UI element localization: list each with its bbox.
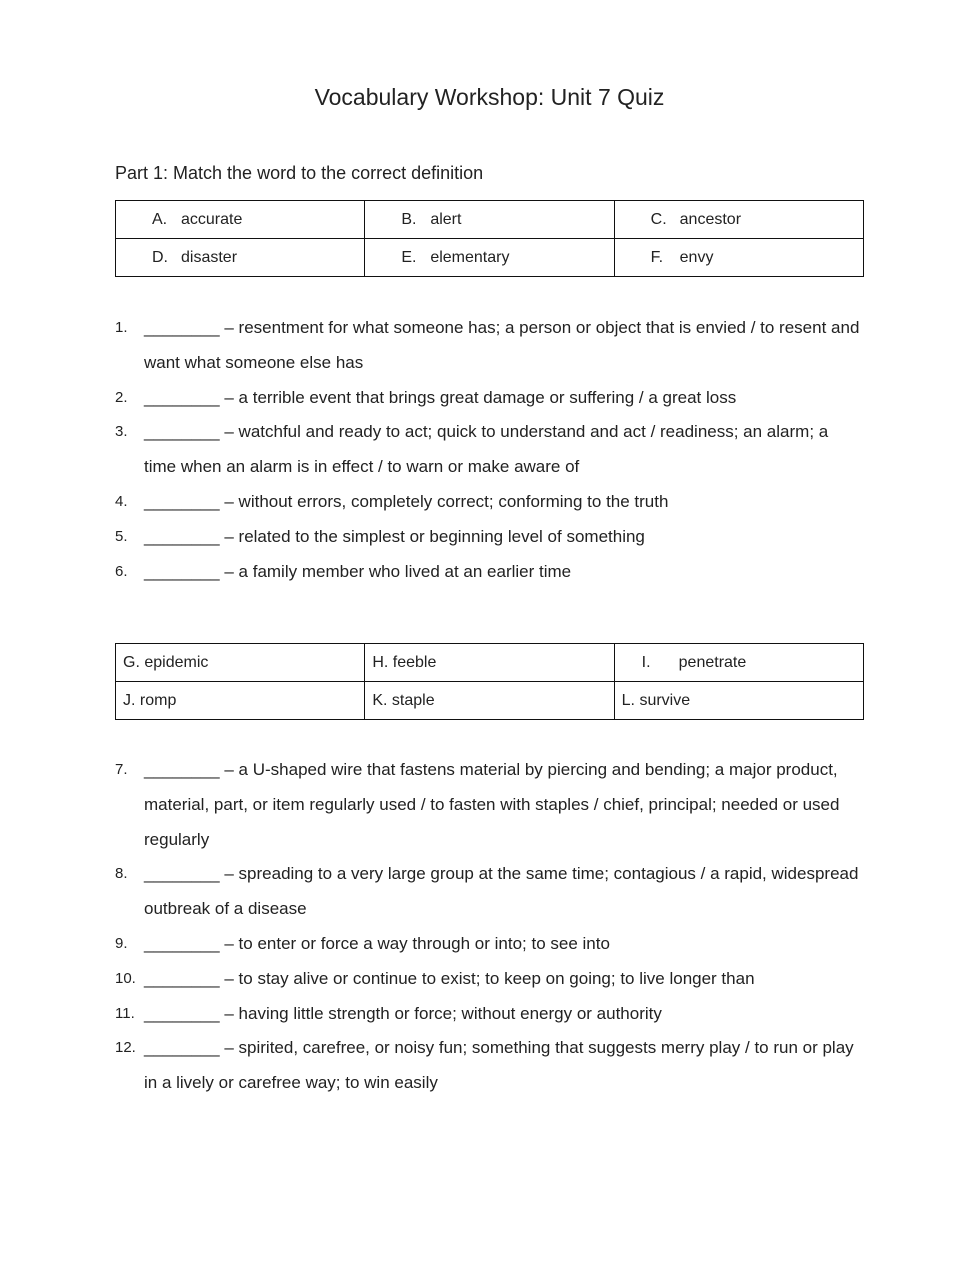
word-bank-row bbox=[116, 682, 864, 720]
choice-word: ancestor bbox=[679, 210, 742, 228]
definition-text: ________ – spreading to a very large group at the same time; contagious / a rapid, widespread outbreak of a disease bbox=[144, 864, 859, 919]
word-bank-cell bbox=[365, 644, 614, 682]
definition-item bbox=[115, 927, 860, 962]
choice-word: K. staple bbox=[372, 691, 435, 709]
choice-letter: A. bbox=[152, 210, 168, 228]
definition-item bbox=[115, 485, 860, 520]
definition-item bbox=[115, 997, 860, 1032]
word-bank-cell bbox=[614, 682, 863, 720]
definition-number: 10. bbox=[115, 969, 136, 987]
definition-text: ________ – to enter or force a way through or into; to see into bbox=[144, 933, 610, 953]
choice-letter: D. bbox=[152, 248, 168, 266]
word-bank-cell bbox=[614, 644, 863, 682]
definition-item bbox=[115, 415, 860, 485]
word-bank-cell bbox=[614, 201, 863, 239]
page-title: Vocabulary Workshop: Unit 7 Quiz bbox=[314, 84, 665, 110]
choice-word: H. feeble bbox=[372, 653, 437, 671]
definition-number: 6. bbox=[115, 562, 128, 580]
choice-word: accurate bbox=[181, 210, 243, 228]
definition-number: 3. bbox=[115, 423, 128, 441]
definition-item bbox=[115, 857, 860, 927]
choice-letter: C. bbox=[650, 210, 667, 228]
word-bank-row bbox=[116, 239, 864, 277]
word-bank-2 bbox=[115, 643, 864, 720]
definition-number: 1. bbox=[115, 319, 128, 336]
part-1-instructions: Part 1: Match the word to the correct definition bbox=[115, 163, 484, 183]
definition-item bbox=[115, 520, 860, 555]
definition-number: 9. bbox=[115, 934, 128, 952]
definition-item bbox=[115, 555, 860, 590]
definition-number: 7. bbox=[115, 761, 128, 778]
definition-text: ________ – to stay alive or continue to exist; to keep on going; to live longer than bbox=[144, 968, 755, 988]
word-bank-cell bbox=[116, 201, 365, 239]
definitions-list-1 bbox=[115, 311, 860, 589]
choice-word: G. epidemic bbox=[123, 653, 209, 671]
definition-item bbox=[115, 1031, 860, 1101]
choice-letter: B. bbox=[401, 210, 417, 228]
definitions-list-2 bbox=[115, 753, 860, 1101]
choice-word: penetrate bbox=[678, 653, 747, 671]
definition-number: 5. bbox=[115, 527, 128, 545]
definition-text: ________ – a family member who lived at an earlier time bbox=[144, 561, 572, 581]
choice-word: J. romp bbox=[123, 691, 177, 709]
choice-letter: F. bbox=[650, 248, 664, 266]
choice-word: envy bbox=[679, 248, 714, 266]
definition-number: 12. bbox=[115, 1039, 136, 1057]
word-bank-cell bbox=[116, 239, 365, 277]
choice-word: elementary bbox=[430, 248, 510, 266]
word-bank-cell bbox=[365, 201, 614, 239]
definition-text: ________ – a terrible event that brings great damage or suffering / a great loss bbox=[144, 387, 737, 407]
definition-number: 2. bbox=[115, 388, 128, 406]
definition-item bbox=[115, 753, 860, 857]
definition-text: ________ – a U-shaped wire that fastens material by piercing and bending; a major product, material, part, or item regularly used / to fasten with staples / chief, principal; needed or used regularly bbox=[144, 760, 840, 849]
word-bank-cell bbox=[365, 682, 614, 720]
definition-item bbox=[115, 381, 860, 416]
definition-number: 8. bbox=[115, 865, 128, 883]
word-bank-cell bbox=[116, 682, 365, 720]
definition-number: 11. bbox=[115, 1004, 135, 1022]
definition-text: ________ – watchful and ready to act; quick to understand and act / readiness; an alarm; a time when an alarm is in effect / to warn or make aware of bbox=[144, 422, 829, 477]
choice-word: L. survive bbox=[621, 691, 691, 709]
word-bank-1 bbox=[115, 200, 864, 277]
choice-letter: E. bbox=[401, 248, 417, 266]
definition-item bbox=[115, 962, 860, 997]
word-bank-cell bbox=[614, 239, 863, 277]
definition-number: 4. bbox=[115, 492, 128, 510]
word-bank-row bbox=[116, 644, 864, 682]
definition-text: ________ – having little strength or force; without energy or authority bbox=[144, 1003, 662, 1023]
definition-text: ________ – related to the simplest or beginning level of something bbox=[144, 526, 645, 546]
choice-word: disaster bbox=[181, 248, 238, 266]
choice-word: alert bbox=[430, 210, 462, 228]
word-bank-cell bbox=[365, 239, 614, 277]
word-bank-row bbox=[116, 201, 864, 239]
definition-text: ________ – spirited, carefree, or noisy fun; something that suggests merry play / to run or play in a lively or carefree way; to win easily bbox=[144, 1038, 854, 1093]
choice-letter: I. bbox=[641, 653, 651, 671]
definition-text: ________ – without errors, completely correct; conforming to the truth bbox=[144, 491, 669, 511]
word-bank-cell bbox=[116, 644, 365, 682]
definition-item bbox=[115, 311, 860, 381]
definition-text: ________ – resentment for what someone has; a person or object that is envied / to resent and want what someone else has bbox=[144, 318, 860, 372]
